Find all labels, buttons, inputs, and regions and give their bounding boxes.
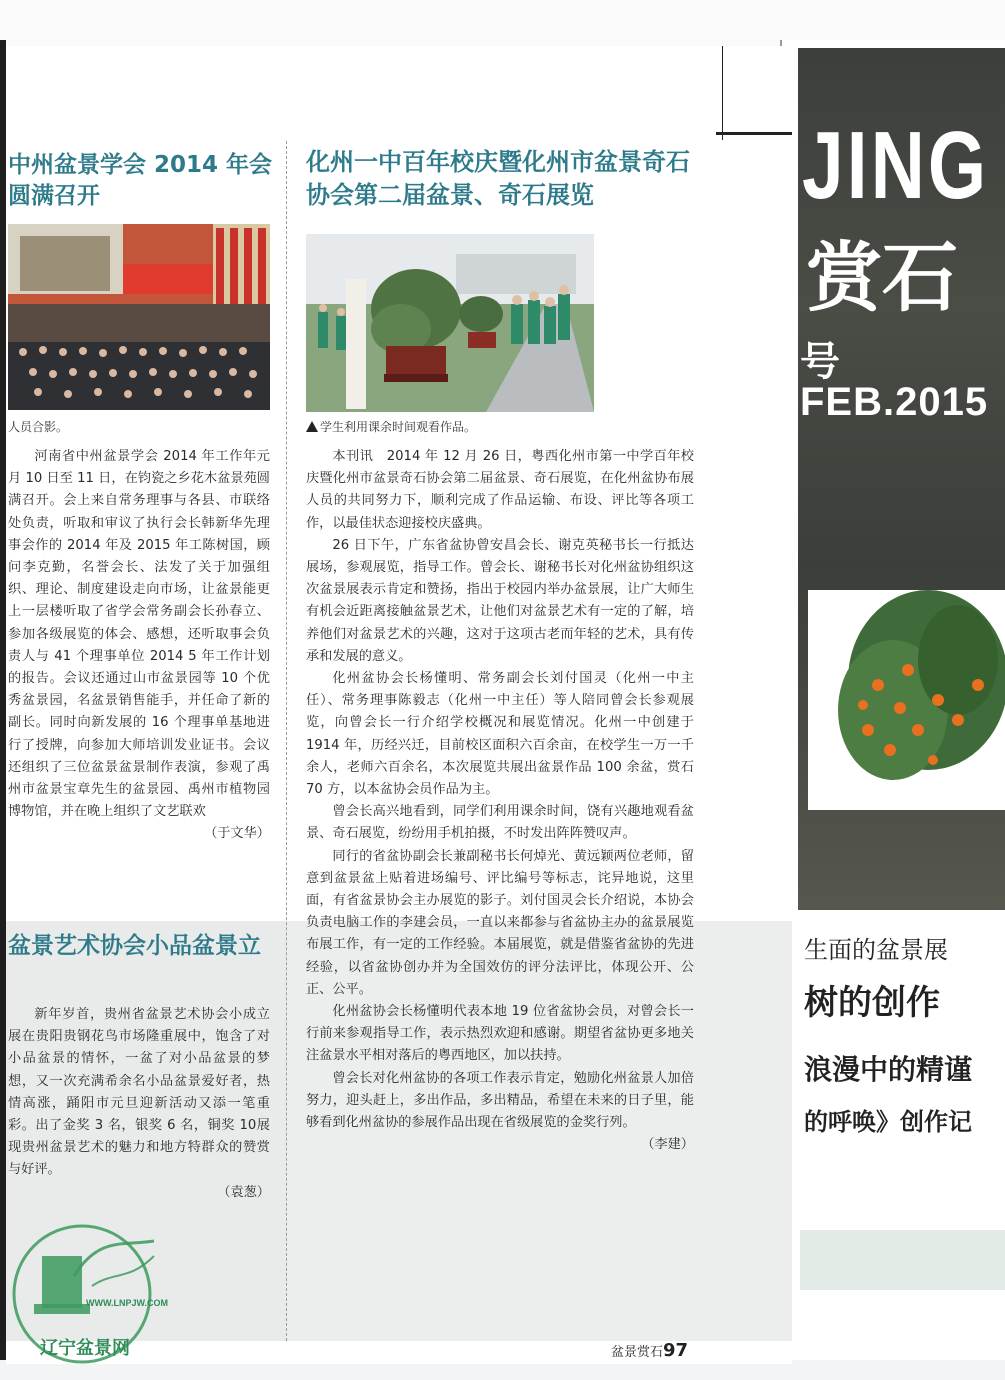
background-headline-4: 的呼唤》创作记 [804, 1108, 972, 1136]
left-article-body [8, 446, 270, 916]
background-masthead-cn: 赏石 [806, 233, 958, 322]
watermark-url: WWW.LNPJW.COM [86, 1298, 168, 1308]
background-issue-date: 号FEB.2015 [800, 340, 989, 424]
left-photo-caption: 人员合影。 [8, 420, 69, 434]
background-green-strip [800, 1230, 1005, 1290]
right-article-paragraph-6: 化州盆协会长杨懂明代表本地 19 位省盆协会员，对曾会长一行前来参观指导工作，表示热烈欢迎和感谢。期望省盆协更多地关注盆景水平相对落后的粤西地区，加以扶持。 [306, 1004, 694, 1064]
column-divider [286, 141, 287, 1341]
right-article-paragraph-5: 同行的省盆协副会长兼副秘书长何焯光、黄远颖两位老师，留意到盆景盆上贴着进场编号、评比编号等标志，诧异地说，这里面，有省盆景协会主办展览的影子。刘付国灵会长介绍说，本协会负责电脑工作的李建会员，一直以来都参与省盆协主办的盆景展览布展工作，有一定的工作经验。本届展览，就是借鉴省盆协的先进经验，以省盆协创办并为全国效仿的评分法评比，体现公开、公正、公平。 [306, 848, 694, 997]
left-article-title: 中州盆景学会 2014 年会圆满召开 [8, 152, 273, 210]
left-article2-title: 盆景艺术协会小品盆景立 [8, 933, 261, 959]
footer-magazine-name: 盆景赏石 [611, 1345, 664, 1360]
corner-rule-horizontal [716, 132, 792, 135]
right-photo-caption-text: 学生利用课余时间观看作品。 [320, 420, 477, 434]
right-column [296, 46, 716, 1346]
background-masthead-letters: JING [802, 112, 990, 219]
corner-rule-vertical [722, 46, 723, 140]
page-footer [611, 1340, 688, 1361]
right-article-paragraph-2: 26 日下午，广东省盆协曾安昌会长、谢克英秘书长一行抵达展场，参观展览，指导工作。曾会长、谢秘书长对化州盆协组织这次盆景展表示肯定和赞扬，指出于校园内举办盆景展，让广大师生有机会近距离接触盆景艺术，让他们对盆景艺术有一定的了解，培养他们对盆景艺术的兴趣，这对于这项古老而年轻的艺术，具有传承和发展的意义。 [306, 537, 694, 664]
left-article2-author: （袁葱） [217, 1184, 270, 1200]
background-headline-3: 浪漫中的精谨 [804, 1053, 973, 1086]
right-article-paragraph-4: 曾会长高兴地看到，同学们利用课余时间，饶有兴趣地观看盆景、奇石展览，纷纷用手机拍摄，不时发出阵阵赞叹声。 [306, 804, 694, 842]
magazine-page [6, 46, 792, 1364]
left-article-paragraph: 河南省中州盆景学会 2014 年工作年元月 10 日至 11 日，在钧瓷之乡花木盆景苑圆满召开。会上来自常务理事与各县、市联络处负责，听取和审议了执行会长韩新华先理事会作的 2014 年及 2015 年工陈树国，顾问李克勤，名誉会长、法发了关于加强组织、理论、制度建设走向市场，让盆景能更上一层楼听取了省学会常务副会长孙春立、参加各级展览的体会、感想，还听取事会负责人与 41 个理事单位 2014 5 年工作计划的报告。会议还通过山市盆景园等 10 个优秀盆景园，名盆景销售能手，并任命了新的副长。同时向新发展的 16 个理事单基地进行了授牌，向参加大师培训发业证书。会议还组织了三位盆景盆景制作表演，参观了禹州市盆景宝章先生的盆景园、禹州市植物园博物馆，并在晚上组织了文艺联欢 [8, 449, 270, 820]
background-headline-1: 生面的盆景展 [804, 936, 948, 964]
right-article-title: 化州一中百年校庆暨化州市盆景奇石协会第二届盆景、奇石展览 [306, 148, 690, 209]
right-article-author: （李建） [641, 1137, 694, 1153]
background-headline-2: 树的创作 [804, 983, 940, 1023]
right-article-paragraph-1: 本刊讯 2014 年 12 月 26 日，粤西化州市第一中学百年校庆暨化州市盆景奇石协会第二届盆景、奇石展览，在化州盆协布展人员的共同努力下，顺利完成了作品运输、布设、评比等各项工作，以最佳状态迎接校庆盛典。 [306, 449, 694, 531]
orange-tree-image [808, 590, 1005, 810]
left-article-author: （于文华） [204, 826, 270, 842]
page-number: 97 [663, 1340, 689, 1361]
right-article-paragraph-3: 化州盆协会长杨懂明、常务副会长刘付国灵（化州一中主任）、常务理事陈毅志（化州一中主任）等人陪同曾会长参观展览，向曾会长一行介绍学校概况和展览情况。化州一中创建于 1914 年，历经兴迁，目前校区面积六百余亩，在校学生一万一千余人，老师六百余名，本次展览共展出盆景作品 100 余盆，赏石 70 方，以本盆协会员作品为主。 [306, 671, 694, 798]
group-photo-image [8, 224, 270, 410]
right-photo-caption [306, 418, 476, 435]
caption-triangle-icon [306, 421, 318, 432]
right-article-body [306, 446, 694, 1286]
left-article2-paragraph: 新年岁首，贵州省盆景艺术协会小成立展在贵阳贵钢花鸟市场隆重展中，饱含了对小品盆景的情怀，一盆了对小品盆景的梦想，又一次充满希余名小品盆景爱好者，热情高涨，踊阳市元旦迎新活动又添一笔重彩。出了金奖 3 名，银奖 6 名，铜奖 10展现贵州盆景艺术的魅力和地方特群众的赞赏与好评。 [8, 1007, 270, 1178]
bonsai-exhibition-image [306, 234, 594, 412]
watermark-name: 辽宁盆景网 [40, 1338, 130, 1359]
right-article-paragraph-7: 曾会长对化州盆协的各项工作表示肯定，勉励化州盆景人加倍努力，迎头赶上，多出作品，多出精品，希望在未来的日子里，能够看到化州盆协的参展作品出现在省级展览的金奖行列。 [306, 1070, 694, 1131]
